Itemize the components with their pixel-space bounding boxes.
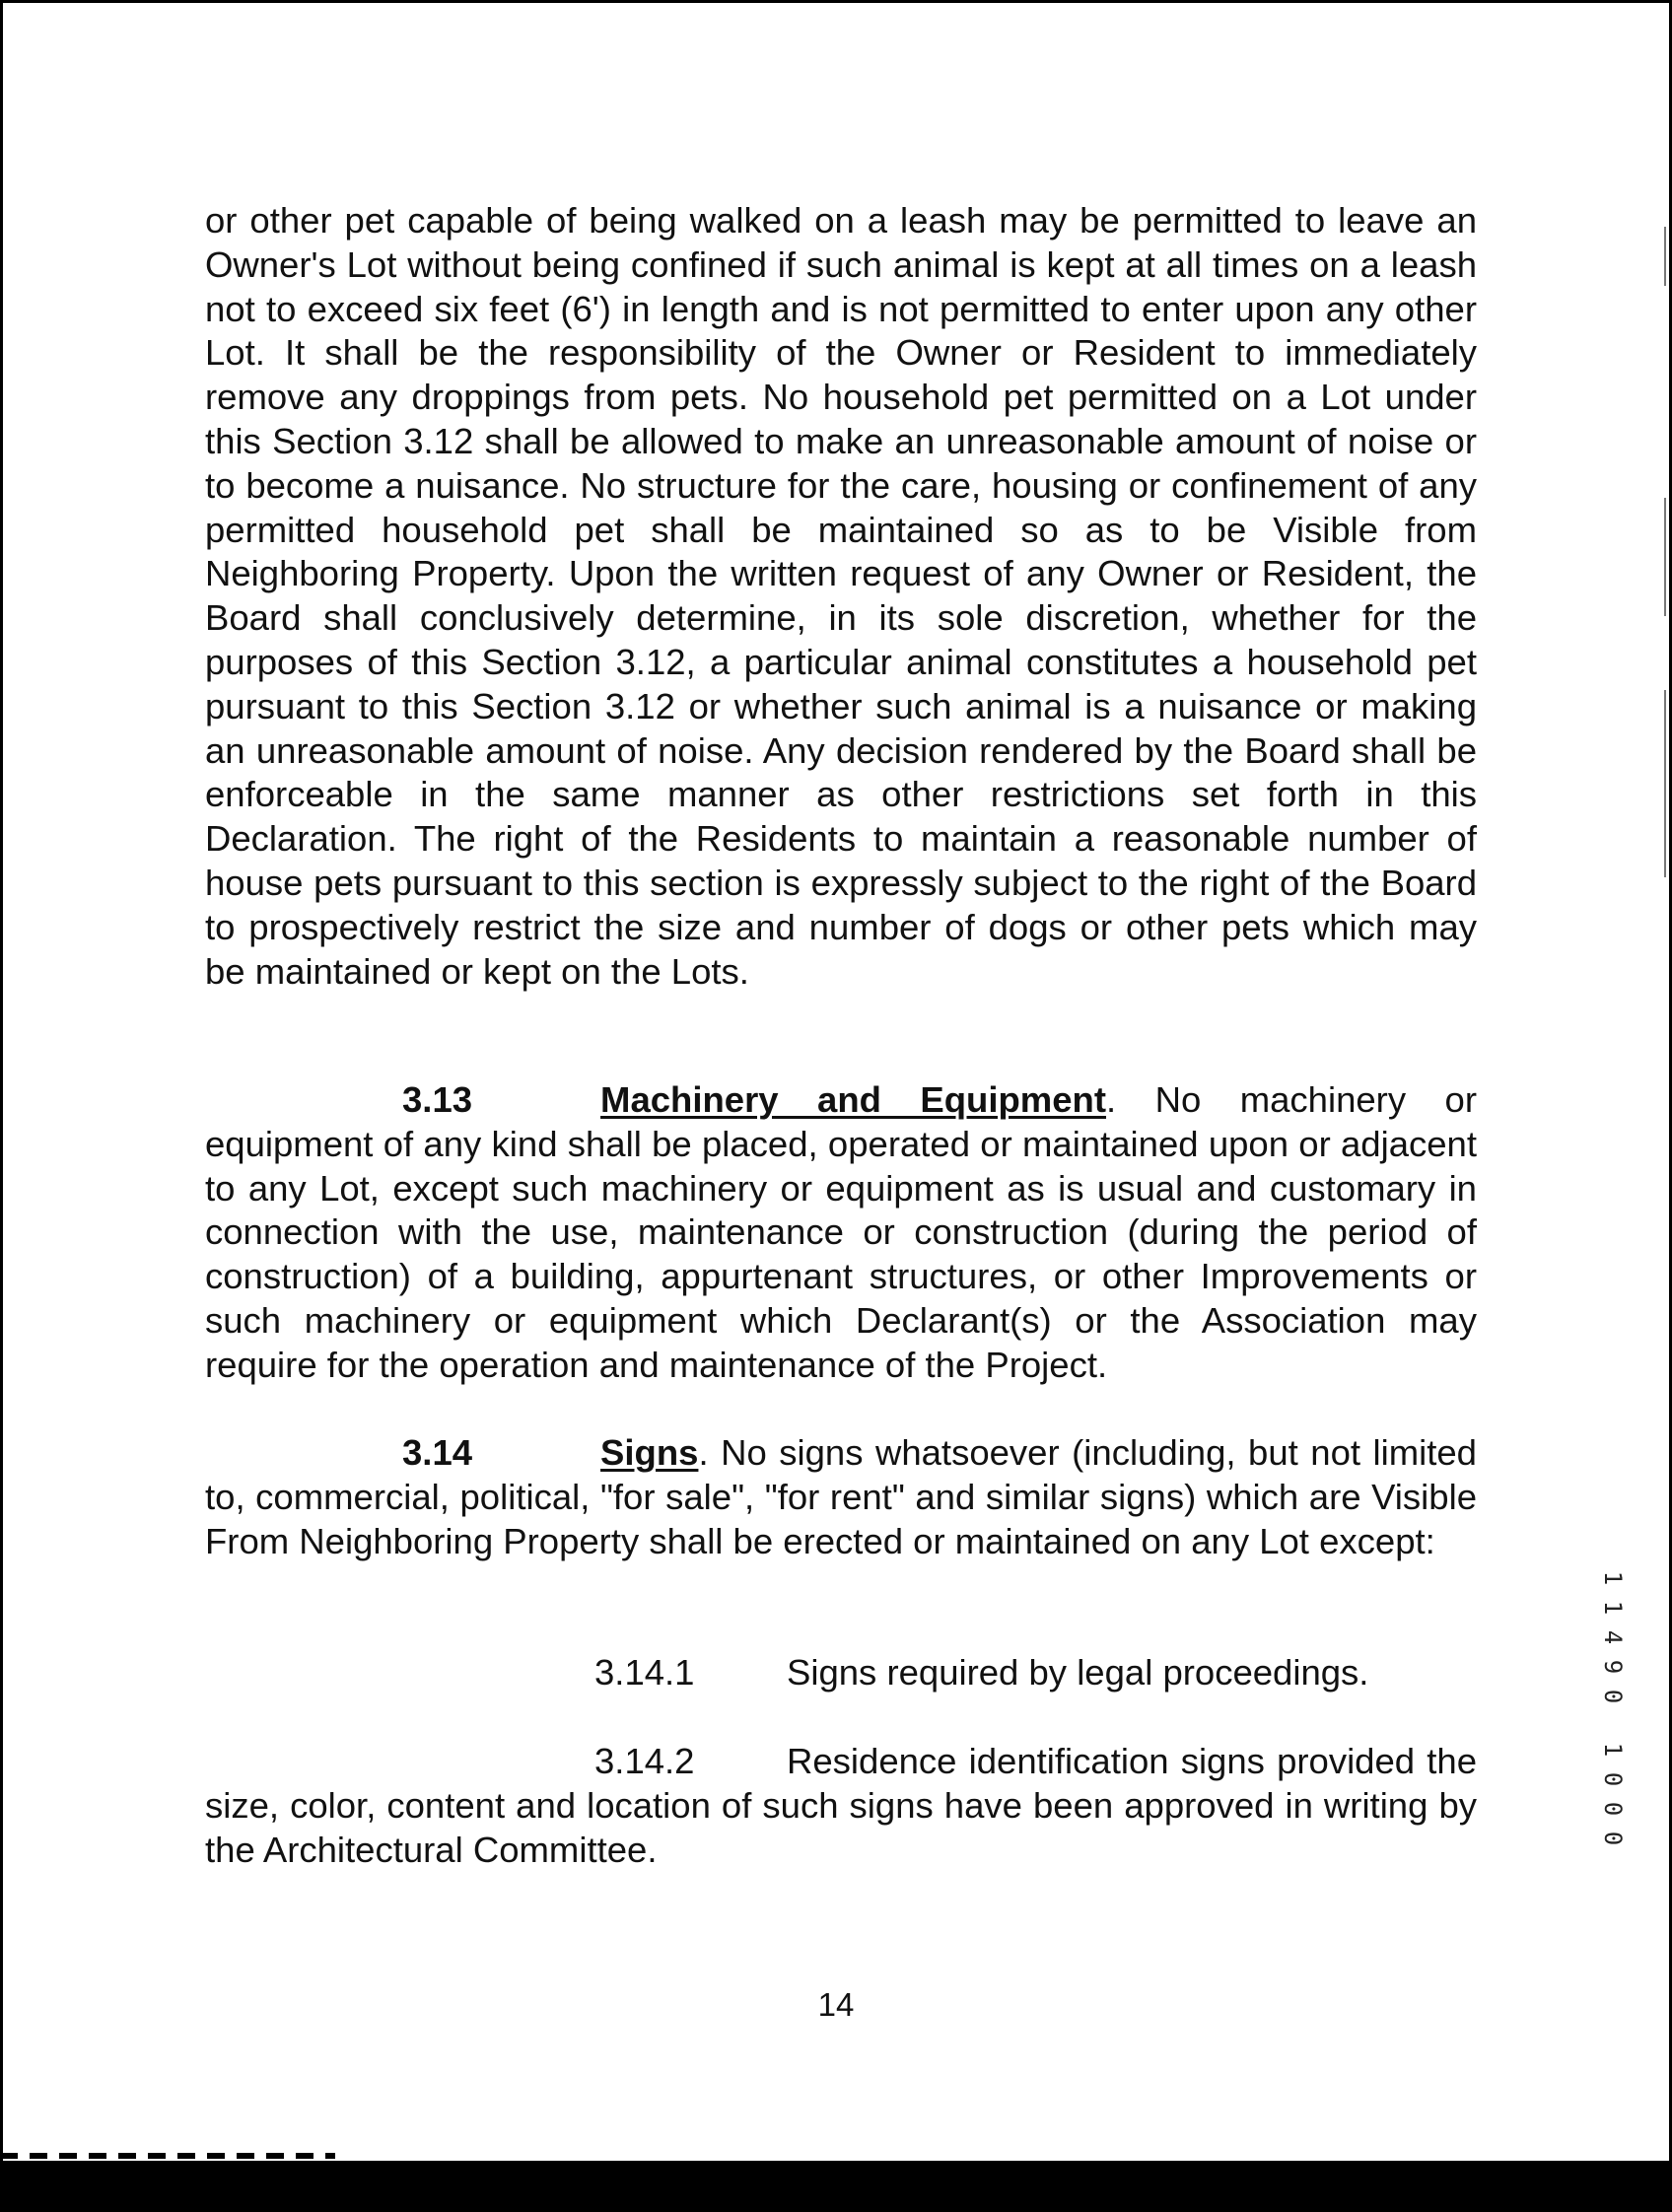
recording-digit: 9 — [1598, 1659, 1627, 1675]
section-text: . No signs whatsoever (including, but not limited to, commercial, political, "for sale", "for rent" and similar signs) which are Visible From Neighboring Property shall be erected or maintained on any Lot except: — [205, 1432, 1477, 1561]
recording-digit: 0 — [1598, 1801, 1627, 1817]
recording-number — [1592, 1563, 1632, 1948]
section-number: 3.13 — [402, 1079, 473, 1120]
recording-digit: 1 — [1598, 1570, 1627, 1586]
subsection-number: 3.14.2 — [594, 1741, 695, 1781]
recording-digit: 0 — [1598, 1831, 1627, 1846]
paragraph-pets: or other pet capable of being walked on a leash may be permitted to leave an Owner's Lot without being confined if such animal is kept at all times on a leash not to exceed six feet (6') in length and is not permitted to enter upon any other Lot. It shall be the responsibility of the Owner or Resident to immediately remove any droppings from pets. No household pet permitted on a Lot under this Section 3.12 shall be allowed to make an unreasonable amount of noise or to become a nuisance. No structure for the care, housing or confinement of any permitted household pet shall be maintained so as to be Visible from Neighboring Property. Upon the written request of any Owner or Resident, the Board shall conclusively determine, in its sole discretion, whether for the purposes of this Section 3.12, a particular animal constitutes a household pet pursuant to this Section 3.12 or whether such animal is a nuisance or making an unreasonable amount of noise. Any decision rendered by the Board shall be enforceable in the same manner as other restrictions set forth in this Declaration. The right of the Residents to maintain a reasonable number of house pets pursuant to this section is expressly subject to the right of the Board to prospectively restrict the size and number of dogs or other pets which may be maintained or kept on the Lots. — [205, 200, 1477, 992]
subsection-number: 3.14.1 — [594, 1652, 695, 1693]
margin-mark — [1664, 690, 1666, 877]
subsection-text: Residence identification signs provided the size, color, content and location of such signs have been approved in writing by the Architectural Committee. — [205, 1741, 1477, 1870]
margin-mark — [1664, 227, 1666, 286]
scan-border-left — [0, 0, 3, 2212]
recording-digit: 0 — [1598, 1771, 1627, 1787]
recording-digit: 1 — [1598, 1600, 1627, 1616]
margin-mark — [1664, 498, 1666, 616]
subsection-text: Signs required by legal proceedings. — [787, 1652, 1369, 1693]
section-heading: Machinery and Equipment — [600, 1079, 1106, 1120]
scan-border-top — [0, 0, 1672, 3]
scan-specks — [0, 2153, 335, 2159]
scan-border-bottom — [0, 2161, 1672, 2212]
section-number: 3.14 — [402, 1432, 473, 1473]
page-number: 14 — [817, 1986, 855, 2023]
subsection-3-14-1 — [205, 1651, 1477, 1695]
section-text: . No machinery or equipment of any kind shall be placed, operated or maintained upon or adjacent to any Lot, except such machinery or equipment as is usual and customary in connection with the use, maintenance or construction (during the period of construction) of a building, appurtenant structures, or other Improvements or such machinery or equipment which Declarant(s) or the Association may require for the operation and maintenance of the Project. — [205, 1079, 1477, 1385]
recording-digit: 1 — [1598, 1742, 1627, 1758]
section-3-13 — [205, 1078, 1477, 1388]
recording-digit: 4 — [1598, 1629, 1627, 1645]
subsection-3-14-2 — [205, 1740, 1477, 1872]
section-heading: Signs — [600, 1432, 699, 1473]
recording-digit: 0 — [1598, 1689, 1627, 1704]
section-3-14 — [205, 1431, 1477, 1563]
